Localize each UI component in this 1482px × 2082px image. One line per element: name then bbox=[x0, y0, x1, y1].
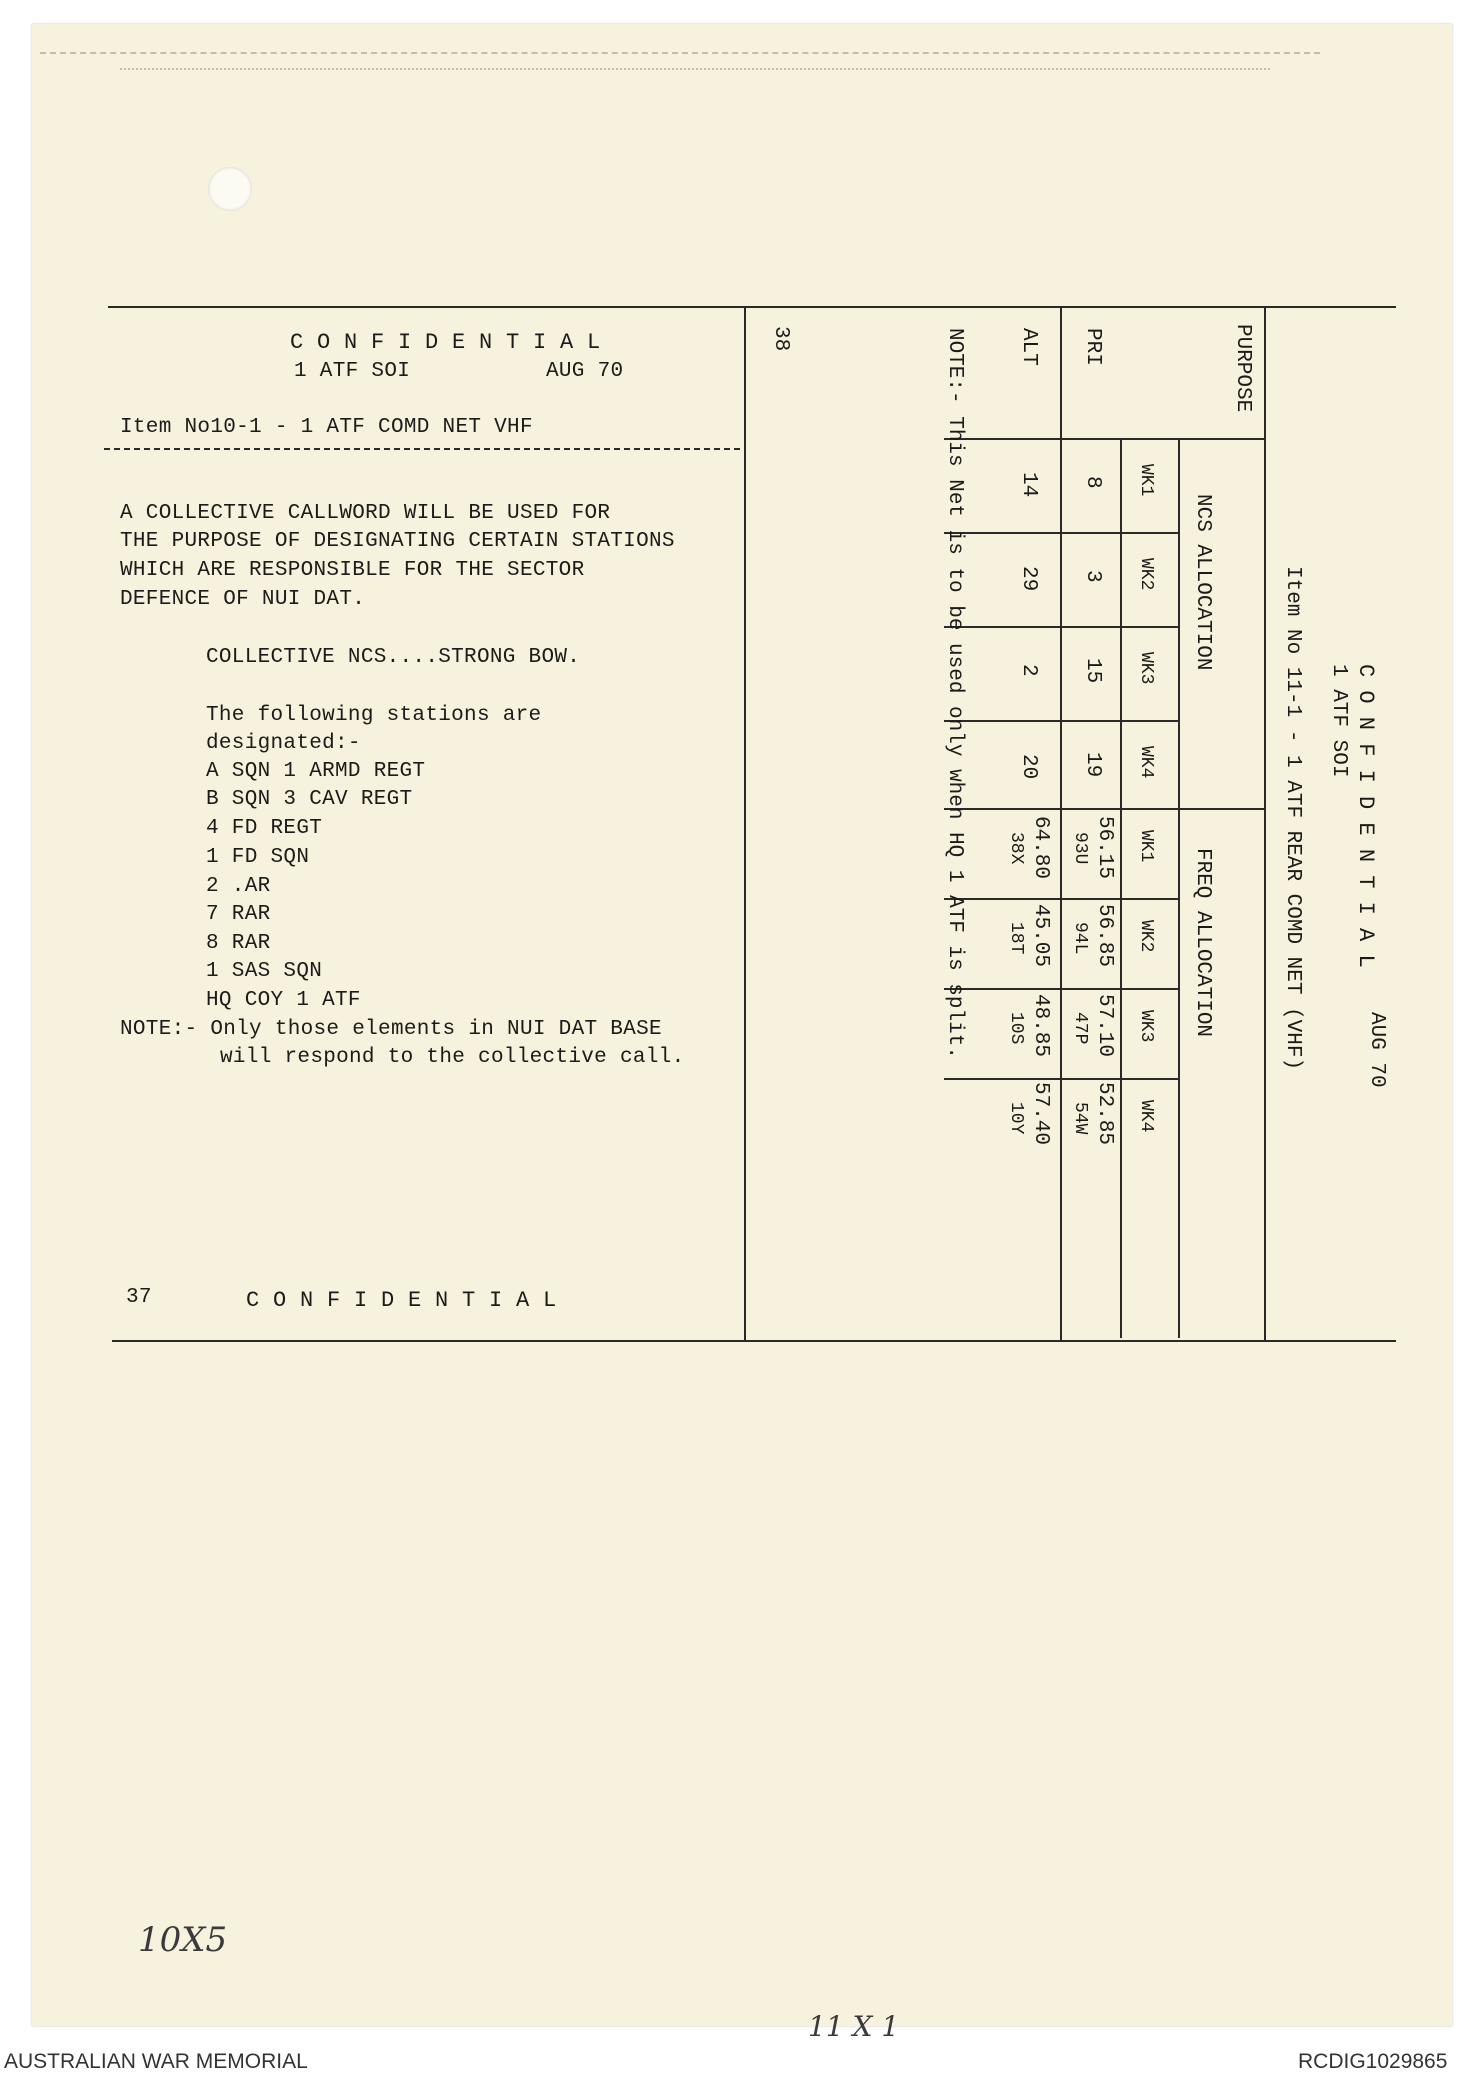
table-rule bbox=[944, 532, 1180, 534]
archive-id: RCDIG1029865 bbox=[1298, 2050, 1448, 2073]
handwritten-note: 10X5 bbox=[138, 1920, 228, 1960]
station-item: A SQN 1 ARMD REGT bbox=[206, 760, 426, 783]
punch-hole bbox=[208, 167, 252, 211]
left-heading: C O N F I D E N T I A L bbox=[290, 330, 601, 355]
paragraph-line: A COLLECTIVE CALLWORD WILL BE USED FOR bbox=[120, 502, 611, 525]
station-item: HQ COY 1 ATF bbox=[206, 989, 361, 1012]
table-rule bbox=[944, 438, 1266, 440]
left-item-title: Item No10-1 - 1 ATF COMD NET VHF bbox=[120, 416, 533, 439]
week-header: WK1 bbox=[1136, 464, 1156, 497]
right-soi: 1 ATF SOI bbox=[1327, 664, 1350, 778]
purpose-header: PURPOSE bbox=[1231, 324, 1254, 413]
freq-cell: 48.85 bbox=[1029, 994, 1052, 1058]
table-rule bbox=[944, 988, 1180, 990]
bleed-through-line bbox=[120, 68, 1270, 72]
paragraph-line: DEFENCE OF NUI DAT. bbox=[120, 588, 366, 611]
station-item: 7 RAR bbox=[206, 903, 271, 926]
ncs-cell: 8 bbox=[1081, 476, 1104, 489]
week-header: WK1 bbox=[1136, 830, 1156, 863]
freq-cell: 56.15 bbox=[1093, 816, 1116, 880]
code-cell: 47P bbox=[1070, 1012, 1090, 1045]
freq-cell: 57.40 bbox=[1029, 1082, 1052, 1146]
date-stamp: AUG 70 bbox=[1365, 1012, 1388, 1088]
ncs-cell: 14 bbox=[1017, 472, 1040, 498]
code-cell: 38X bbox=[1006, 832, 1026, 865]
following-line: designated:- bbox=[206, 732, 361, 755]
week-header: WK2 bbox=[1136, 920, 1156, 953]
ncs-cell: 2 bbox=[1017, 664, 1040, 677]
table-rule bbox=[944, 808, 1266, 810]
note-line: will respond to the collective call. bbox=[220, 1046, 685, 1069]
paragraph-line: THE PURPOSE OF DESIGNATING CERTAIN STATIONS bbox=[120, 530, 675, 553]
rotated-page bbox=[744, 308, 1392, 1340]
right-page-number: 38 bbox=[769, 326, 792, 352]
table-rule bbox=[944, 626, 1180, 628]
left-footer-heading: C O N F I D E N T I A L bbox=[246, 1288, 557, 1313]
week-header: WK4 bbox=[1136, 1100, 1156, 1133]
ncs-cell: 19 bbox=[1081, 752, 1104, 778]
freq-cell: 64.80 bbox=[1029, 816, 1052, 880]
archive-credit: AUSTRALIAN WAR MEMORIAL bbox=[4, 2050, 308, 2073]
week-header: WK2 bbox=[1136, 558, 1156, 591]
table-rule bbox=[944, 720, 1180, 722]
freq-cell: 52.85 bbox=[1093, 1082, 1116, 1146]
station-item: 8 RAR bbox=[206, 932, 271, 955]
left-soi: 1 ATF SOI bbox=[294, 360, 411, 383]
freq-cell: 56.85 bbox=[1093, 904, 1116, 968]
code-cell: 94L bbox=[1070, 922, 1090, 955]
table-rule bbox=[1060, 308, 1062, 1340]
station-item: B SQN 3 CAV REGT bbox=[206, 788, 413, 811]
item-rule bbox=[104, 448, 740, 450]
ncs-cell: 20 bbox=[1017, 754, 1040, 780]
left-date: AUG 70 bbox=[546, 360, 624, 383]
ncs-allocation-header: NCS ALLOCATION bbox=[1191, 494, 1214, 671]
station-item: 2 .AR bbox=[206, 875, 271, 898]
purpose-cell: PRI bbox=[1081, 328, 1104, 366]
table-rule bbox=[1178, 438, 1180, 1338]
code-cell: 10S bbox=[1006, 1012, 1026, 1045]
collective-line: COLLECTIVE NCS....STRONG BOW. bbox=[206, 646, 581, 669]
table-rule bbox=[944, 1078, 1180, 1080]
ncs-cell: 15 bbox=[1081, 658, 1104, 684]
table-rule bbox=[1120, 438, 1122, 1338]
code-cell: 10Y bbox=[1006, 1102, 1026, 1135]
table-rule bbox=[1264, 308, 1266, 1340]
station-item: 4 FD REGT bbox=[206, 817, 323, 840]
freq-allocation-header: FREQ ALLOCATION bbox=[1191, 848, 1214, 1038]
code-cell: 54W bbox=[1070, 1102, 1090, 1135]
freq-cell: 45.05 bbox=[1029, 904, 1052, 968]
right-heading: C O N F I D E N T I A L bbox=[1353, 664, 1378, 968]
ncs-cell: 3 bbox=[1081, 570, 1104, 583]
following-line: The following stations are bbox=[206, 704, 542, 727]
purpose-cell: ALT bbox=[1017, 328, 1040, 366]
station-item: 1 FD SQN bbox=[206, 846, 310, 869]
week-header: WK4 bbox=[1136, 746, 1156, 779]
freq-cell: 57.10 bbox=[1093, 994, 1116, 1058]
code-cell: 18T bbox=[1006, 922, 1026, 955]
table-bottom-rule bbox=[112, 1340, 1396, 1342]
week-header: WK3 bbox=[1136, 1010, 1156, 1043]
station-item: 1 SAS SQN bbox=[206, 960, 323, 983]
paragraph-line: WHICH ARE RESPONSIBLE FOR THE SECTOR bbox=[120, 559, 585, 582]
right-note: NOTE:- This Net is to be used only when HQ 1 ATF is split. bbox=[943, 328, 966, 1059]
handwritten-note: 11 X 1 bbox=[808, 2010, 900, 2043]
table-rule bbox=[944, 898, 1180, 900]
week-header: WK3 bbox=[1136, 652, 1156, 685]
ncs-cell: 29 bbox=[1017, 566, 1040, 592]
code-cell: 93U bbox=[1070, 832, 1090, 865]
right-item-title: Item No 11-1 - 1 ATF REAR COMD NET (VHF) bbox=[1281, 566, 1304, 1071]
page-number: 37 bbox=[126, 1286, 152, 1309]
bleed-through-line bbox=[40, 52, 1320, 56]
note-line: NOTE:- Only those elements in NUI DAT BASE bbox=[120, 1018, 662, 1041]
